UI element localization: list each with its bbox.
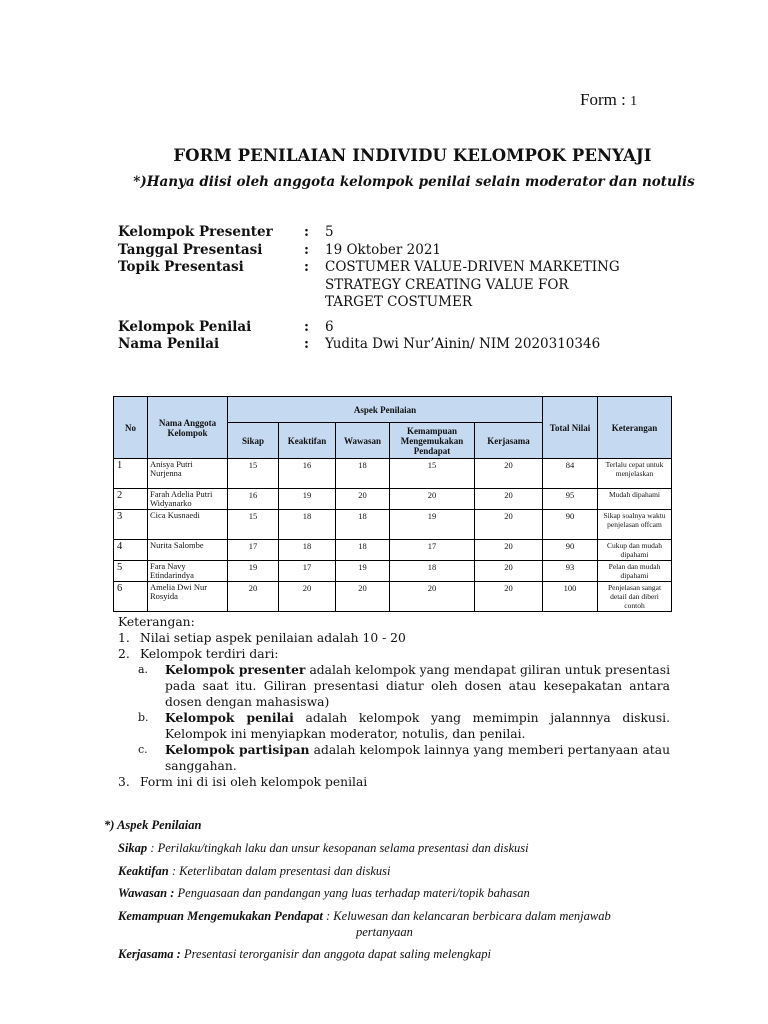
cell-total: 84 xyxy=(543,459,598,489)
aspek-desc: Presentasi terorganisir dan anggota dapat saling melengkapi xyxy=(180,947,491,961)
sub-term: Kelompok penilai xyxy=(165,710,294,725)
cell-wawasan: 18 xyxy=(336,510,390,540)
list-text: Form ini di isi oleh kelompok penilai xyxy=(140,775,368,789)
list-number: 2. xyxy=(118,647,130,661)
cell-keterangan: Penjelasan sangat detail dan diberi contoh xyxy=(598,582,672,612)
cell-wawasan: 19 xyxy=(336,561,390,582)
table-row xyxy=(114,561,672,582)
header-keaktifan: Keaktifan xyxy=(279,423,336,459)
cell-kerjasama: 20 xyxy=(475,510,543,540)
cell-keaktifan: 16 xyxy=(279,459,336,489)
colon: : xyxy=(304,336,309,352)
cell-keaktifan: 18 xyxy=(279,540,336,561)
cell-wawasan: 20 xyxy=(336,489,390,510)
sub-desc: adalah kelompok yang mendapat giliran untuk presentasi pada saat itu. Giliran presentasi diatur oleh dosen atau kesepakatan antara dosen dengan mahasiswa) xyxy=(165,663,670,709)
aspek-kerjasama xyxy=(118,947,491,962)
table-row xyxy=(114,510,672,540)
table-row xyxy=(114,540,672,561)
list-item xyxy=(118,630,670,646)
cell-kemampuan: 20 xyxy=(390,582,475,612)
colon: : xyxy=(304,224,309,240)
cell-keterangan: Mudah dipahami xyxy=(598,489,672,510)
colon: : xyxy=(304,318,309,335)
aspek-term: Sikap xyxy=(118,841,148,855)
header-keterangan: Keterangan xyxy=(598,397,672,459)
cell-nama: Fara Navy Etindarindya xyxy=(148,561,228,582)
header-nama: Nama Anggota Kelompok xyxy=(148,397,228,459)
score-table xyxy=(113,396,672,612)
cell-no: 2 xyxy=(114,489,148,510)
list-number: 1. xyxy=(118,631,130,645)
cell-keaktifan: 19 xyxy=(279,489,336,510)
instruction-note: *)Hanya diisi oleh anggota kelompok penilai selain moderator dan notulis xyxy=(133,174,695,190)
sub-text xyxy=(165,710,670,742)
cell-kerjasama: 20 xyxy=(475,540,543,561)
tanggal-label: Tanggal Presentasi xyxy=(118,241,263,258)
cell-kemampuan: 18 xyxy=(390,561,475,582)
cell-keaktifan: 20 xyxy=(279,582,336,612)
cell-nama: Farah Adelia Putri Widyanarko xyxy=(148,489,228,510)
sub-text xyxy=(165,742,670,774)
cell-kemampuan: 20 xyxy=(390,489,475,510)
sub-term: Kelompok presenter xyxy=(165,662,306,677)
table-row xyxy=(114,459,672,489)
penilai-label: Kelompok Penilai xyxy=(118,318,252,335)
cell-kemampuan: 19 xyxy=(390,510,475,540)
sub-desc: adalah kelompok lainnya yang memberi pertanyaan atau sanggahan. xyxy=(165,743,670,773)
cell-kerjasama: 20 xyxy=(475,459,543,489)
cell-kemampuan: 15 xyxy=(390,459,475,489)
sub-text xyxy=(165,662,670,710)
info-row-tanggal xyxy=(118,242,625,260)
info-block xyxy=(118,224,625,354)
list-item xyxy=(118,646,670,662)
sub-mark: a. xyxy=(138,663,149,676)
list-text: Kelompok terdiri dari: xyxy=(140,647,279,661)
list-number: 3. xyxy=(118,775,130,789)
cell-kemampuan: 17 xyxy=(390,540,475,561)
header-kemampuan: Kemampuan Mengemukakan Pendapat xyxy=(390,423,475,459)
presenter-value: 5 xyxy=(325,224,334,240)
info-row-nama xyxy=(118,336,625,354)
sub-item xyxy=(138,742,670,774)
cell-no: 3 xyxy=(114,510,148,540)
header-no: No xyxy=(114,397,148,459)
aspek-desc: Penguasaan dan pandangan yang luas terhadap materi/topik bahasan xyxy=(174,886,530,900)
cell-keterangan: Terlalu cepat untuk menjelaskan xyxy=(598,459,672,489)
cell-no: 5 xyxy=(114,561,148,582)
header-aspek: Aspek Penilaian xyxy=(228,397,543,423)
cell-sikap: 15 xyxy=(228,459,279,489)
aspek-term: Kemampuan Mengemukakan Pendapat xyxy=(118,909,323,923)
aspek-kemampuan-cont: pertanyaan xyxy=(356,925,413,939)
page-title: FORM PENILAIAN INDIVIDU KELOMPOK PENYAJI xyxy=(173,146,652,165)
info-row-penilai xyxy=(118,319,625,337)
info-row-presenter xyxy=(118,224,625,242)
aspek-term: Kerjasama : xyxy=(118,947,181,961)
aspek-title: *) Aspek Penilaian xyxy=(104,818,202,832)
cell-sikap: 20 xyxy=(228,582,279,612)
list-item xyxy=(118,774,670,790)
cell-sikap: 17 xyxy=(228,540,279,561)
nama-label: Nama Penilai xyxy=(118,336,220,352)
cell-wawasan: 18 xyxy=(336,540,390,561)
cell-kerjasama: 20 xyxy=(475,582,543,612)
cell-kerjasama: 20 xyxy=(475,489,543,510)
sub-item xyxy=(138,662,670,710)
cell-keaktifan: 18 xyxy=(279,510,336,540)
table-row xyxy=(114,582,672,612)
keterangan-section xyxy=(118,614,670,790)
cell-no: 4 xyxy=(114,540,148,561)
aspek-sikap xyxy=(118,841,529,856)
nama-value: Yudita Dwi Nur’Ainin/ NIM 2020310346 xyxy=(325,336,601,352)
cell-total: 95 xyxy=(543,489,598,510)
tanggal-value: 19 Oktober 2021 xyxy=(325,241,442,258)
cell-keterangan: Pelan dan mudah dipahami xyxy=(598,561,672,582)
cell-total: 90 xyxy=(543,510,598,540)
sub-mark: c. xyxy=(138,743,148,756)
aspek-desc: : Keterlibatan dalam presentasi dan diskusi xyxy=(168,864,391,878)
header-sikap: Sikap xyxy=(228,423,279,459)
cell-wawasan: 20 xyxy=(336,582,390,612)
aspek-keaktifan xyxy=(118,864,390,879)
form-label-text: Form : xyxy=(580,90,626,109)
colon: : xyxy=(304,259,309,275)
sub-desc: adalah kelompok yang memimpin jalannnya diskusi. Kelompok ini menyiapkan moderator, notulis, dan penilai. xyxy=(165,711,670,741)
cell-nama: Amelia Dwi Nur Rosyida xyxy=(148,582,228,612)
cell-total: 100 xyxy=(543,582,598,612)
cell-sikap: 16 xyxy=(228,489,279,510)
sub-term: Kelompok partisipan xyxy=(165,742,310,757)
cell-wawasan: 18 xyxy=(336,459,390,489)
keterangan-title: Keterangan: xyxy=(118,615,195,629)
cell-total: 93 xyxy=(543,561,598,582)
cell-nama: Cica Kusnaedi xyxy=(148,510,228,540)
aspek-term: Wawasan : xyxy=(118,886,175,900)
form-number: 1 xyxy=(630,94,638,109)
sub-item xyxy=(138,710,670,742)
form-number-label xyxy=(580,90,637,110)
cell-kerjasama: 20 xyxy=(475,561,543,582)
sub-mark: b. xyxy=(138,711,149,724)
cell-no: 6 xyxy=(114,582,148,612)
cell-keaktifan: 17 xyxy=(279,561,336,582)
cell-sikap: 15 xyxy=(228,510,279,540)
presenter-label: Kelompok Presenter xyxy=(118,224,273,240)
penilai-value: 6 xyxy=(325,318,334,335)
header-kerjasama: Kerjasama xyxy=(475,423,543,459)
header-total: Total Nilai xyxy=(543,397,598,459)
cell-no: 1 xyxy=(114,459,148,489)
cell-nama: Nurita Salombe xyxy=(148,540,228,561)
info-row-topik xyxy=(118,259,625,312)
topik-value: COSTUMER VALUE-DRIVEN MARKETING STRATEGY CREATING VALUE FOR TARGET COSTUMER xyxy=(325,259,620,310)
colon: : xyxy=(304,241,309,258)
cell-keterangan: Sikap soalnya waktu penjelasan offcam xyxy=(598,510,672,540)
header-wawasan: Wawasan xyxy=(336,423,390,459)
aspek-term: Keaktifan xyxy=(118,864,169,878)
list-text: Nilai setiap aspek penilaian adalah 10 - 20 xyxy=(140,631,406,645)
aspek-kemampuan xyxy=(118,909,611,924)
aspek-desc: : Keluwesan dan kelancaran berbicara dalam menjawab xyxy=(322,909,611,923)
cell-sikap: 19 xyxy=(228,561,279,582)
cell-keterangan: Cukup dan mudah dipahami xyxy=(598,540,672,561)
cell-nama: Anisya Putri Nurjenna xyxy=(148,459,228,489)
aspek-wawasan xyxy=(118,886,530,901)
table-row xyxy=(114,489,672,510)
cell-total: 90 xyxy=(543,540,598,561)
aspek-desc: : Perilaku/tingkah laku dan unsur kesopanan selama presentasi dan diskusi xyxy=(147,841,529,855)
topik-label: Topik Presentasi xyxy=(118,259,244,275)
